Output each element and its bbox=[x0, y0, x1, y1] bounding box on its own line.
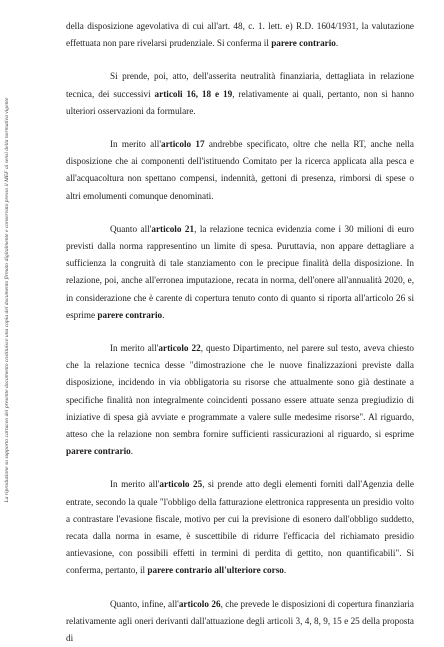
text-run: , la relazione tecnica evidenzia come i 30 milioni di euro previsti dalla norma rappresentino un limite di spesa. Puruttavia, non appare dettagliare a sufficienza la congruità di tale stanziamento con le precipue finalità della disposizione. In relazione, poi, anche all'erronea imputazione, recata in norma, dell'onere all'annualità 2020, e, in considerazione che è carente di copertura tenuto conto di quanto si riporta all'articolo 26 si esprime bbox=[66, 223, 415, 320]
text-run: , relativamente ai quali, pertanto, non si hanno ulteriori osservazioni da formulare. bbox=[66, 88, 414, 116]
paragraph bbox=[66, 18, 414, 52]
text-run: . bbox=[130, 446, 134, 457]
text-run: Quanto, infine, all' bbox=[110, 598, 179, 609]
side-margin-note bbox=[2, 40, 12, 560]
bold-text-run: parere contrario bbox=[97, 309, 163, 320]
text-run: , che prevede le disposizioni di copertura finanziaria relativamente agli oneri derivanti dall'attuazione degli articoli 3, 4, 8, 9, 15 e 25 della proposta di bbox=[66, 598, 414, 644]
bold-text-run: parere contrario all'ulteriore corso bbox=[147, 565, 284, 576]
bold-text-run: articolo 26 bbox=[178, 598, 221, 609]
paragraph bbox=[66, 221, 414, 324]
text-run: Si prende, poi, atto, dell'asserita neutralità finanziaria, dettagliata in relazione tecnica, dei successivi bbox=[66, 71, 414, 99]
text-run: andrebbe specificato, oltre che nella RT, anche nella disposizione che ai componenti dell'istituendo Comitato per la ricerca applicata alla pesca e all'acquacoltura non spettano compensi, indennità, gettoni di presenza, rimborsi di spese o altri emolumenti comunque denominati. bbox=[66, 139, 414, 201]
bold-text-run: articolo 25 bbox=[159, 479, 203, 490]
bold-text-run: parere contrario bbox=[271, 38, 336, 49]
bold-text-run: articoli 16, 18 e 19 bbox=[154, 88, 233, 99]
text-run: In merito all' bbox=[110, 343, 159, 354]
bold-text-run: parere contrario bbox=[66, 446, 131, 457]
paragraph bbox=[66, 340, 414, 460]
text-run: . bbox=[335, 38, 339, 49]
bold-text-run: articolo 17 bbox=[161, 139, 205, 150]
text-run: , questo Dipartimento, nel parere sul testo, aveva chiesto che la relazione tecnica desse "dimostrazione che le nuove finalizzazioni previste dalla disposizione, incidendo in via obbligatoria su risorse che attualmente sono già destinate a specifiche finalità non integralmente coincidenti possano essere attuate senza pregiudizio di iniziative di spesa già avviate e programmate a valere sulle medesime risorse". Al riguardo, atteso che la relazione non sembra fornire sufficienti rassicurazioni al riguardo, si esprime bbox=[66, 343, 414, 440]
paragraph bbox=[66, 596, 414, 647]
side-margin-note-text: La riproduzione su supporto cartaceo del presente documento costituisce una copia del documento firmato digitalmente e conservato presso il MEF ai sensi della normativa vigente bbox=[4, 97, 10, 503]
text-run: della disposizione agevolativa di cui all'art. 48, c. 1. lett. e) R.D. 1604/1931, la valutazione effettuata non pare rivelarsi prudenziale. Si conferma il bbox=[66, 21, 414, 49]
text-run: In merito all' bbox=[110, 139, 162, 150]
paragraph bbox=[66, 476, 414, 579]
text-run: . bbox=[283, 565, 287, 576]
bold-text-run: articolo 22 bbox=[158, 343, 201, 354]
bold-text-run: articolo 21 bbox=[151, 223, 195, 234]
document-body bbox=[66, 18, 414, 647]
text-run: In merito all' bbox=[110, 479, 160, 490]
paragraph bbox=[66, 136, 414, 205]
text-run: Quanto all' bbox=[110, 223, 152, 234]
text-run: , si prende atto degli elementi forniti dall'Agenzia delle entrate, secondo la quale "l'obbligo della fatturazione elettronica rappresenta un presidio volto a contrastare l'evasione fiscale, motivo per cui la previsione di esonero dall'obbligo suddetto, recata dalla norma in esame, è suscettibile di ridurre l'efficacia del richiamato presidio antievasione, con possibili effetti in termini di perdita di gettito, non quantificabili". Si conferma, pertanto, il bbox=[66, 479, 414, 576]
text-run: . bbox=[162, 309, 165, 320]
paragraph bbox=[66, 68, 414, 120]
